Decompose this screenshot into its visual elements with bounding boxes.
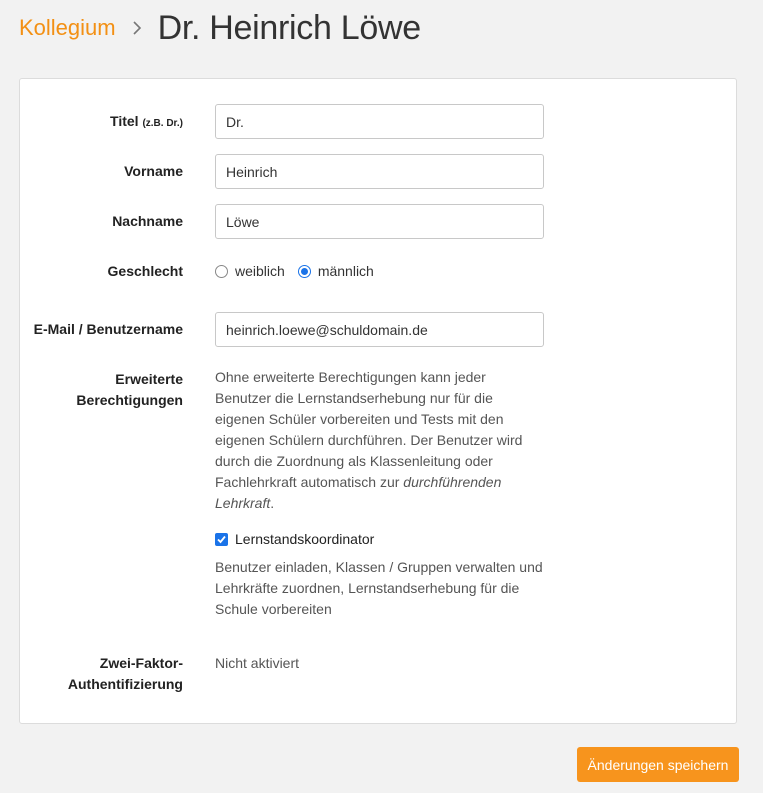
- lastname-input[interactable]: [215, 204, 544, 239]
- email-label: E-Mail / Benutzername: [33, 321, 183, 337]
- title-input[interactable]: [215, 104, 544, 139]
- radio-male[interactable]: [298, 265, 311, 278]
- title-label: Titel (z.B. Dr.): [110, 113, 183, 129]
- lastname-label: Nachname: [112, 213, 183, 229]
- coordinator-description: Benutzer einladen, Klassen / Gruppen verwalten und Lehrkräfte zuordnen, Lernstandserhebung für die Schule vorbereiten: [215, 559, 543, 617]
- page-title: Dr. Heinrich Löwe: [157, 8, 421, 47]
- breadcrumb: [19, 8, 421, 48]
- gender-option-female[interactable]: weiblich: [215, 263, 285, 279]
- twofactor-label: Zwei-Faktor- Authentifizierung: [67, 655, 183, 692]
- user-form-card: [19, 78, 737, 724]
- coordinator-checkbox-row[interactable]: [215, 531, 374, 547]
- chevron-right-icon: [132, 16, 144, 40]
- coordinator-checkbox[interactable]: [215, 533, 228, 546]
- permissions-description: Ohne erweiterte Berechtigungen kann jeder Benutzer die Lernstandserhebung nur für die eigenen Schüler vorbereiten und Tests mit den eigenen Schülern durchführen. Der Benutzer wird durch die Zuordnung als Klassenleitung oder Fachlehrkraft automatisch zur durchführenden Lehrkraft.: [215, 369, 523, 511]
- coordinator-label: Lernstandskoordinator: [235, 531, 375, 547]
- firstname-input[interactable]: [215, 154, 544, 189]
- save-button[interactable]: Änderungen speichern: [577, 747, 739, 782]
- twofactor-status: Nicht aktiviert: [215, 655, 300, 671]
- gender-label: Geschlecht: [107, 263, 183, 279]
- radio-female[interactable]: [215, 265, 228, 278]
- firstname-label: Vorname: [124, 163, 183, 179]
- gender-radio-group: [215, 263, 387, 279]
- email-input[interactable]: [215, 312, 544, 347]
- breadcrumb-parent-link[interactable]: Kollegium: [19, 15, 116, 40]
- permissions-label: Erweiterte Berechtigungen: [76, 371, 183, 408]
- gender-option-male[interactable]: männlich: [298, 263, 374, 279]
